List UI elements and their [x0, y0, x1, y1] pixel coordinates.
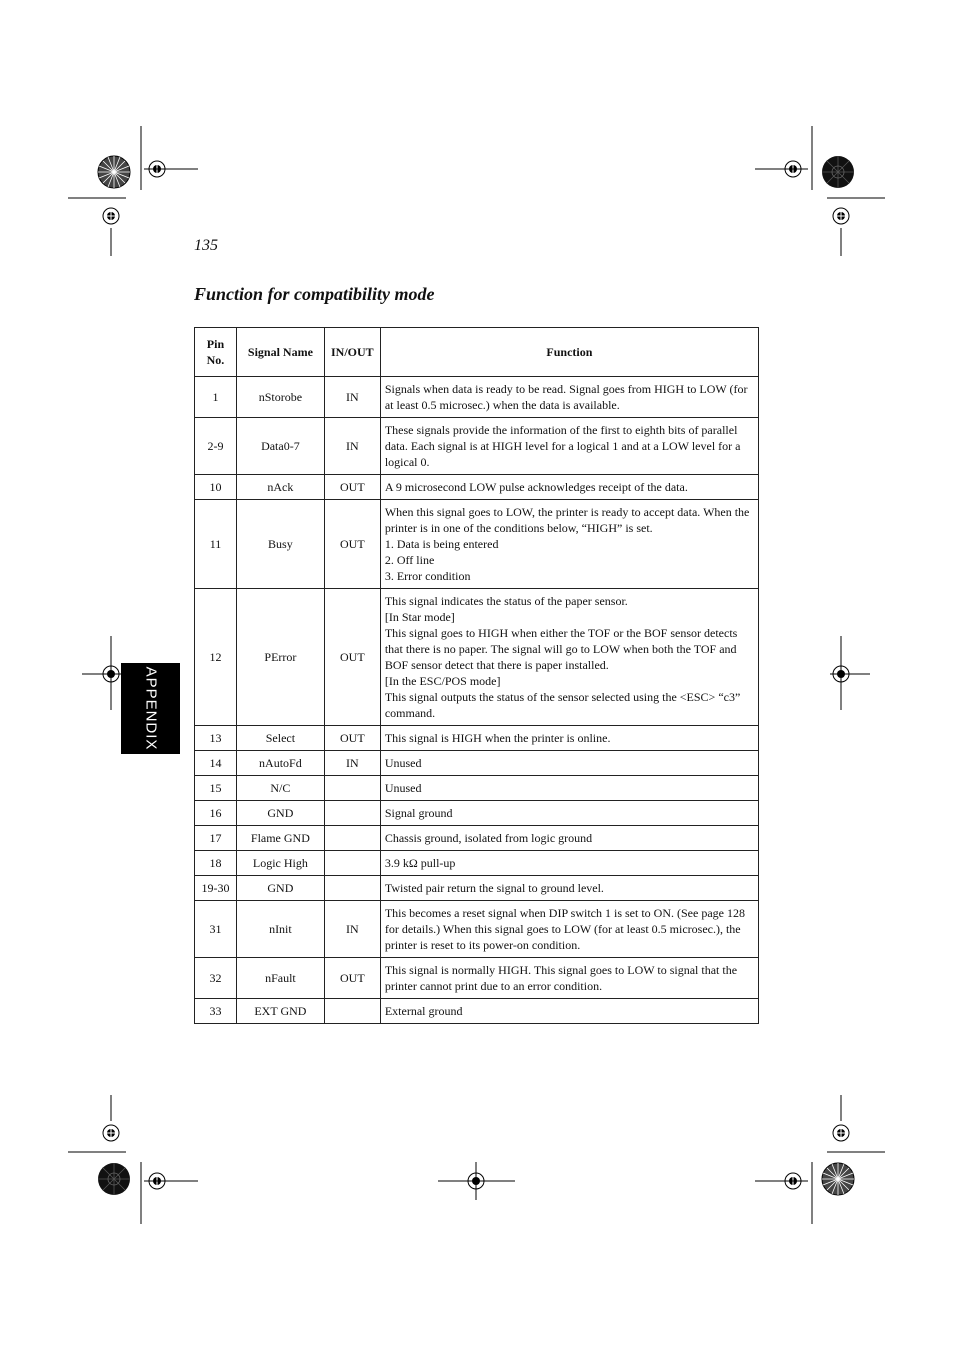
signal-name-cell: Data0-7: [236, 418, 324, 475]
in-out-cell: OUT: [324, 589, 380, 726]
in-out-cell: [324, 826, 380, 851]
pin-number-cell: 32: [195, 958, 237, 999]
function-cell: [380, 901, 758, 958]
table-row: [195, 826, 759, 851]
pin-number-cell: 12: [195, 589, 237, 726]
function-text-line: This signal outputs the status of the sensor selected using the <ESC> “c3” command.: [384, 690, 741, 720]
pin-number-cell: 13: [195, 726, 237, 751]
function-cell: [380, 418, 758, 475]
table-row: [195, 500, 759, 589]
table-row: [195, 999, 759, 1024]
signal-name-cell: Flame GND: [236, 826, 324, 851]
section-title: Function for compatibility mode: [194, 284, 435, 304]
table-row: [195, 751, 759, 776]
function-cell: [380, 776, 758, 801]
signal-name-cell: nFault: [236, 958, 324, 999]
pin-number-cell: 19-30: [195, 876, 237, 901]
table-row: [195, 876, 759, 901]
function-text-line: Signals when data is ready to be read. Signal goes from HIGH to LOW (for at least 0.5 microsec.) when the data is available.: [384, 382, 748, 412]
function-cell: [380, 500, 758, 589]
function-text-line: 1. Data is being entered: [384, 537, 499, 551]
function-text-line: External ground: [384, 1004, 463, 1018]
function-cell: [380, 726, 758, 751]
table-row: [195, 958, 759, 999]
table-row: [195, 801, 759, 826]
signal-name-cell: PError: [236, 589, 324, 726]
function-cell: [380, 589, 758, 726]
table-row: [195, 851, 759, 876]
header-signal-name: Signal Name: [236, 328, 324, 377]
function-text-line: Chassis ground, isolated from logic ground: [384, 831, 593, 845]
table-row: [195, 589, 759, 726]
function-text-line: Unused: [384, 781, 422, 795]
table-row: [195, 418, 759, 475]
table-row: [195, 377, 759, 418]
header-pin-no: [195, 328, 237, 377]
in-out-cell: OUT: [324, 475, 380, 500]
signal-name-cell: EXT GND: [236, 999, 324, 1024]
table-row: [195, 475, 759, 500]
signal-name-cell: GND: [236, 801, 324, 826]
header-pin-line1: Pin: [206, 337, 225, 351]
in-out-cell: IN: [324, 901, 380, 958]
in-out-cell: [324, 776, 380, 801]
pin-number-cell: 1: [195, 377, 237, 418]
function-text-line: Unused: [384, 756, 422, 770]
pin-number-cell: 11: [195, 500, 237, 589]
in-out-cell: [324, 801, 380, 826]
signal-name-cell: Logic High: [236, 851, 324, 876]
header-pin-line2: No.: [206, 353, 225, 367]
signal-name-cell: nAutoFd: [236, 751, 324, 776]
function-text-line: 3.9 kΩ pull-up: [384, 856, 456, 870]
function-text-line: [In Star mode]: [384, 610, 455, 624]
header-function: Function: [380, 328, 758, 377]
in-out-cell: [324, 876, 380, 901]
function-text-line: Twisted pair return the signal to ground level.: [384, 881, 604, 895]
signal-name-cell: nStorobe: [236, 377, 324, 418]
table-header-row: [195, 328, 759, 377]
in-out-cell: IN: [324, 751, 380, 776]
pin-number-cell: 2-9: [195, 418, 237, 475]
function-text-line: When this signal goes to LOW, the printer is ready to accept data. When the printer is in one of the conditions below, “HIGH” is set.: [384, 505, 750, 535]
in-out-cell: [324, 851, 380, 876]
function-cell: [380, 999, 758, 1024]
header-in-out: IN/OUT: [324, 328, 380, 377]
pin-number-cell: 31: [195, 901, 237, 958]
function-text-line: This signal is normally HIGH. This signal goes to LOW to signal that the printer cannot print due to an error condition.: [384, 963, 738, 993]
function-text-line: A 9 microsecond LOW pulse acknowledges receipt of the data.: [384, 480, 688, 494]
pin-number-cell: 18: [195, 851, 237, 876]
in-out-cell: [324, 999, 380, 1024]
function-text-line: This signal indicates the status of the paper sensor.: [384, 594, 628, 608]
table-row: [195, 776, 759, 801]
in-out-cell: OUT: [324, 958, 380, 999]
signal-name-cell: nAck: [236, 475, 324, 500]
signal-name-cell: GND: [236, 876, 324, 901]
pin-number-cell: 10: [195, 475, 237, 500]
table-row: [195, 901, 759, 958]
signal-name-cell: Select: [236, 726, 324, 751]
page-number: 135: [194, 237, 218, 254]
pin-number-cell: 17: [195, 826, 237, 851]
function-text-line: 3. Error condition: [384, 569, 471, 583]
appendix-tab-label: APPENDIX: [142, 666, 160, 751]
function-cell: [380, 751, 758, 776]
signal-function-table: [194, 327, 759, 1024]
pin-number-cell: 15: [195, 776, 237, 801]
function-cell: [380, 876, 758, 901]
function-cell: [380, 377, 758, 418]
pin-number-cell: 16: [195, 801, 237, 826]
function-cell: [380, 826, 758, 851]
function-text-line: This signal goes to HIGH when either the TOF or the BOF sensor detects that there is no paper. The signal will go to LOW when both the TOF and BOF sensor detect that there is paper installed.: [384, 626, 738, 672]
in-out-cell: IN: [324, 418, 380, 475]
function-text-line: This becomes a reset signal when DIP switch 1 is set to ON. (See page 128 for details.) When this signal goes to LOW (for at least 0.5 microsec.), the printer is reset to its power-on condition.: [384, 906, 745, 952]
signal-name-cell: Busy: [236, 500, 324, 589]
appendix-side-tab: [121, 663, 180, 754]
function-cell: [380, 801, 758, 826]
in-out-cell: OUT: [324, 500, 380, 589]
function-cell: [380, 475, 758, 500]
table-row: [195, 726, 759, 751]
in-out-cell: IN: [324, 377, 380, 418]
function-text-line: Signal ground: [384, 806, 453, 820]
function-text-line: This signal is HIGH when the printer is online.: [384, 731, 611, 745]
function-cell: [380, 958, 758, 999]
function-text-line: These signals provide the information of the first to eighth bits of parallel data. Each signal is at HIGH level for a logical 1 and at a LOW level for a logical 0.: [384, 423, 741, 469]
signal-name-cell: nInit: [236, 901, 324, 958]
pin-number-cell: 33: [195, 999, 237, 1024]
function-cell: [380, 851, 758, 876]
function-text-line: [In the ESC/POS mode]: [384, 674, 501, 688]
signal-name-cell: N/C: [236, 776, 324, 801]
pin-number-cell: 14: [195, 751, 237, 776]
in-out-cell: OUT: [324, 726, 380, 751]
function-text-line: 2. Off line: [384, 553, 435, 567]
